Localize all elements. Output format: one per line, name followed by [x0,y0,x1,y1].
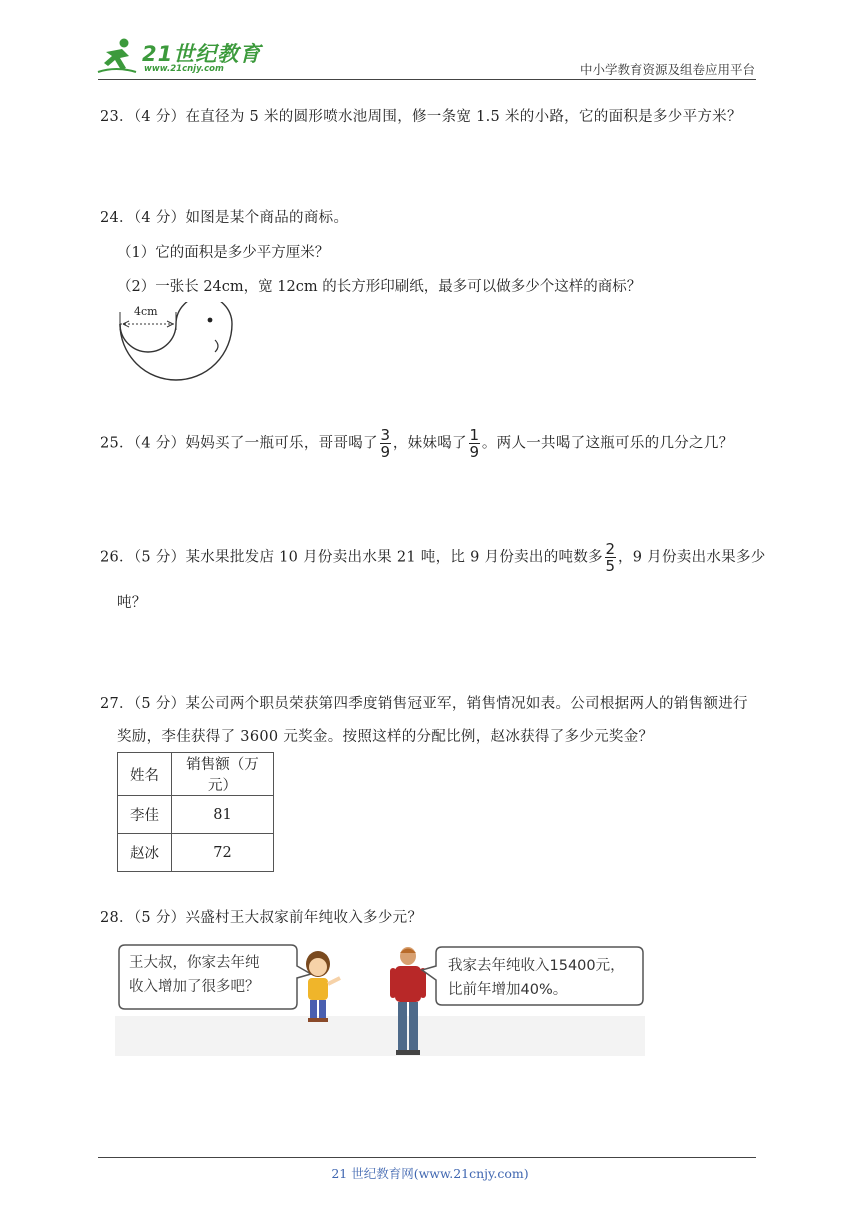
trademark-figure [115,302,235,392]
question-24 [100,206,348,227]
header-rule [98,79,756,80]
question-text: 如图是某个商品的商标。 [185,210,349,226]
question-score: （5 分） [133,696,186,712]
question-text: 某水果批发店 10 月份卖出水果 21 吨，比 9 月份卖出的吨数多 [185,549,603,566]
table-row [118,796,274,834]
question-number: 25． [100,435,134,452]
question-text: ，9 月份卖出水果多少 [617,549,766,566]
question-score: （5 分） [133,549,186,566]
question-number: 27． [100,696,134,712]
dialogue-illustration [115,938,645,1060]
question-text: 在直径为 5 米的圆形喷水池周围，修一条宽 1.5 米的小路，它的面积是多少平方米？ [185,109,742,125]
table-header-row [118,753,274,796]
question-number: 26． [100,549,134,566]
question-25 [100,427,733,460]
logo-url: www.21cnjy.com [144,64,224,74]
question-26-continued: 吨？ [117,595,147,611]
question-score: （5 分） [133,910,186,926]
question-23 [100,105,742,126]
question-26 [100,541,766,574]
question-number: 24． [100,210,134,226]
table-header-cell: 销售额（万元） [172,753,274,796]
table-cell: 81 [172,796,274,834]
bubble-right-text: 我家去年纯收入15400元， 比前年增加40%。 [448,958,625,998]
table-header-cell: 姓名 [118,753,172,796]
table-row [118,834,274,872]
table-cell: 72 [172,834,274,872]
header-logo [96,36,266,78]
boy-figure-icon [298,948,346,1028]
question-text: 兴盛村王大叔家前年纯收入多少元？ [185,910,423,926]
table-cell: 李佳 [118,796,172,834]
trademark-shape-diagram [115,302,235,392]
question-24-part-1: （1）它的面积是多少平方厘米？ [117,245,330,261]
table-cell: 赵冰 [118,834,172,872]
fraction-three-ninths: $\frac{3}{9}$ [380,426,391,461]
sales-table [117,752,274,872]
question-24-part-2: （2）一张长 24cm，宽 12cm 的长方形印刷纸，最多可以做多少个这样的商标？ [117,279,642,295]
question-27-line-2: 奖励，李佳获得了 3600 元奖金。按照这样的分配比例，赵冰获得了多少元奖金？ [117,729,654,745]
question-text: 妈妈买了一瓶可乐，哥哥喝了 [185,435,378,452]
question-28 [100,906,422,927]
fraction-one-ninth: $\frac{1}{9}$ [469,426,480,461]
runner-logo-icon [96,36,140,78]
figure-dimension-label: 4cm [134,305,158,318]
question-text: 。两人一共喝了这瓶可乐的几分之几？ [481,435,734,452]
question-number: 23． [100,109,134,125]
question-score: （4 分） [133,435,186,452]
fraction-two-fifths: $\frac{2}{5}$ [605,540,616,575]
question-score: （4 分） [133,109,186,125]
question-27 [100,692,748,713]
illustration-ground [115,1016,645,1056]
footer-rule [98,1157,756,1158]
question-text: ，妹妹喝了 [392,435,467,452]
platform-name: 中小学教育资源及组卷应用平台 [579,62,755,77]
footer-text: 21 世纪教育网(www.21cnjy.com) [331,1166,529,1181]
question-text: 某公司两个职员荣获第四季度销售冠亚军，销售情况如表。公司根据两人的销售额进行 [185,696,748,712]
bubble-left-text: 王大叔，你家去年纯 收入增加了很多吧？ [129,955,260,995]
question-score: （4 分） [133,210,186,226]
logo-text: 21世纪教育 [142,42,262,66]
question-number: 28． [100,910,134,926]
